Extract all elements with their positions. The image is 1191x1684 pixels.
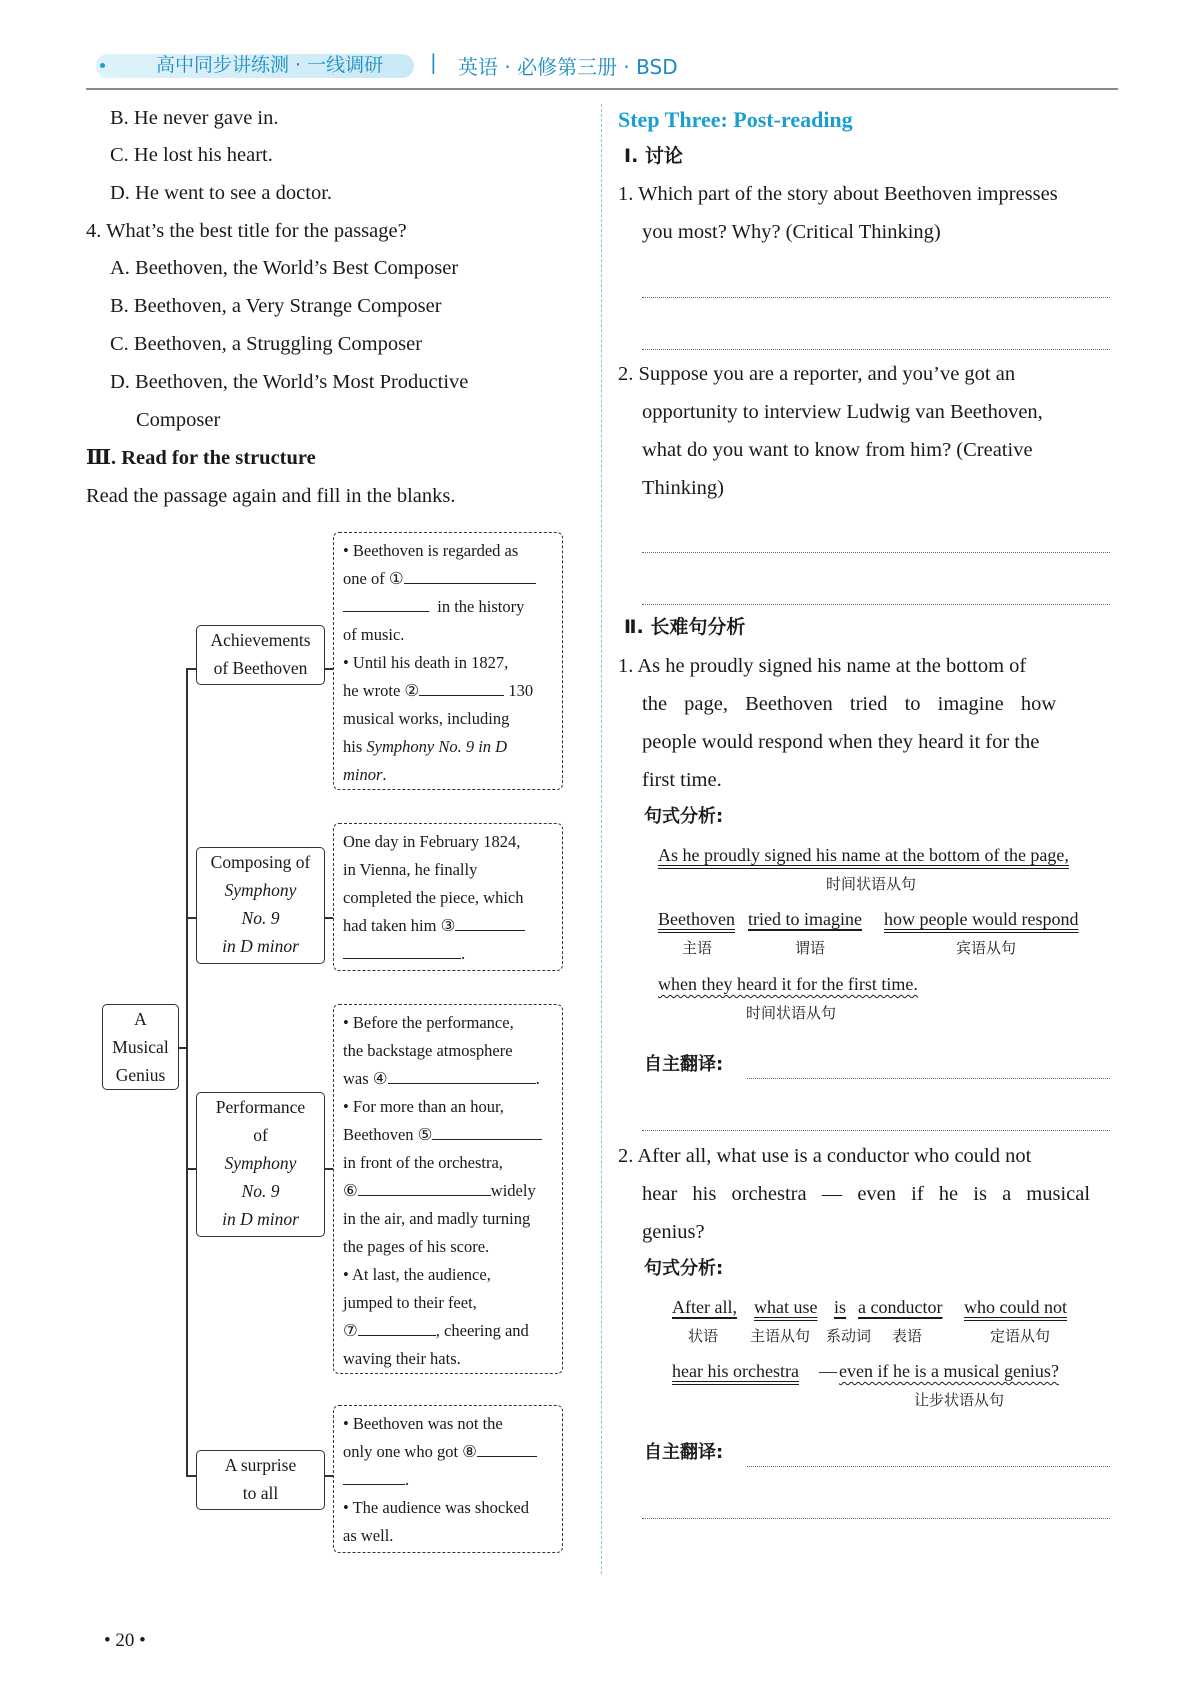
analysis1-tag-time: 时间状语从句 (826, 875, 917, 893)
answer-line[interactable] (642, 297, 1110, 298)
blank-8[interactable] (477, 1438, 537, 1457)
blank-3[interactable] (455, 912, 525, 931)
analysis2-concession-clause: even if he is a musical genius? (839, 1361, 1059, 1381)
branch-achievements: Achievements of Beethoven (196, 625, 325, 685)
analysis2-tag-concession: 让步状语从句 (914, 1391, 1005, 1409)
q4-stem: 4. What’s the best title for the passage? (86, 220, 407, 242)
analysis2-predicative: a conductor (858, 1297, 943, 1317)
discussion-q2-line4: Thinking) (642, 477, 724, 499)
analysis1-time-clause: As he proudly signed his name at the bottom of the page, (658, 845, 1069, 865)
blank-3-cont[interactable] (343, 940, 461, 959)
tree-trunk (186, 668, 188, 1476)
q3-option-b: B. He never gave in. (110, 107, 279, 129)
discussion-q2-line1: 2. Suppose you are a reporter, and you’ve got an (618, 363, 1016, 385)
translate-label-2: 自主翻译: (644, 1442, 724, 1463)
analysis1-predicate: tried to imagine (748, 909, 862, 929)
q4-option-b: B. Beethoven, a Very Strange Composer (110, 295, 442, 317)
sentence2-line3: genius? (642, 1221, 705, 1243)
translation-line[interactable] (747, 1466, 1110, 1467)
q3-option-d: D. He went to see a doctor. (110, 182, 333, 204)
analysis2-adverbial: After all, (672, 1297, 737, 1317)
answer-line[interactable] (642, 349, 1110, 350)
blank-8-cont[interactable] (343, 1466, 405, 1485)
section3-instruction: Read the passage again and fill in the blanks. (86, 485, 456, 507)
analysis1-tag-subject: 主语 (682, 939, 713, 957)
analysis2-subject-clause: what use (754, 1297, 818, 1317)
analysis2-tag-predicative: 表语 (892, 1327, 923, 1345)
blank-4[interactable] (388, 1065, 536, 1084)
q4-option-c: C. Beethoven, a Struggling Composer (110, 333, 423, 355)
fill-box-surprise: • Beethoven was not the only one who got ⑧ . • The audience was shocked as well. (333, 1405, 563, 1553)
branch-connector-4 (186, 1475, 196, 1477)
blank-2[interactable] (419, 677, 504, 696)
translation-line[interactable] (642, 1130, 1110, 1131)
analysis-label-2: 句式分析: (644, 1258, 724, 1279)
analysis2-linking-verb: is (834, 1297, 847, 1317)
q4-option-d-cont: Composer (136, 409, 221, 431)
root-connector (178, 1047, 186, 1049)
discussion-q1-line2: you most? Why? (Critical Thinking) (642, 221, 941, 243)
translation-line[interactable] (642, 1518, 1110, 1519)
analysis2-tag-subject-clause: 主语从句 (750, 1327, 811, 1345)
diagram-root: A Musical Genius (102, 1004, 179, 1090)
discussion-q2-line3: what do you want to know from him? (Creative (642, 439, 1033, 461)
analysis1-tag-time-2: 时间状语从句 (746, 1004, 837, 1022)
header-series: 高中同步讲练测 · 一线调研 (156, 54, 384, 76)
header-separator: | (430, 50, 437, 74)
analysis1-time-clause-2: when they heard it for the first time. (658, 974, 918, 994)
column-divider (601, 104, 602, 1574)
branch-connector-3 (186, 1168, 196, 1170)
blank-1-cont[interactable] (343, 593, 429, 612)
analysis-label-1: 句式分析: (644, 806, 724, 827)
analysis2-tag-adverbial: 状语 (688, 1327, 719, 1345)
analysis2-tag-linking-verb: 系动词 (826, 1327, 872, 1345)
branch-connector-1 (186, 668, 196, 670)
q3-option-c: C. He lost his heart. (110, 144, 273, 166)
branch-performance: Performance of Symphony No. 9 in D minor (196, 1092, 325, 1237)
analysis1-tag-object: 宾语从句 (956, 939, 1017, 957)
q4-option-d: D. Beethoven, the World’s Most Productive (110, 371, 469, 393)
discussion-q2-line2: opportunity to interview Ludwig van Beethoven, (642, 401, 1043, 423)
fill-box-performance: • Before the performance, the backstage atmosphere was ④ . • For more than an hour, Beethoven ⑤ in front of the orchestra, ⑥ widely in the air, and madly turning the pages of his score. • At last, the audience, jumped to their feet, ⑦ , cheering and waving their hats. (333, 1004, 563, 1374)
analysis2-dash: — (819, 1361, 837, 1381)
answer-line[interactable] (642, 552, 1110, 553)
q4-option-a: A. Beethoven, the World’s Best Composer (110, 257, 459, 279)
blank-7[interactable] (358, 1317, 436, 1336)
analysis1-object-clause: how people would respond (884, 909, 1079, 929)
header-rule (86, 88, 1118, 90)
sentence1-line2: the page, Beethoven tried to imagine how (642, 693, 1057, 715)
discussion-q1-line1: 1. Which part of the story about Beethoven impresses (618, 183, 1058, 205)
analysis2-tag-attributive: 定语从句 (990, 1327, 1051, 1345)
analysis2-attributive-clause: who could not (964, 1297, 1067, 1317)
blank-6[interactable] (358, 1177, 491, 1196)
analysis1-tag-predicate: 谓语 (795, 939, 826, 957)
answer-line[interactable] (642, 604, 1110, 605)
sentence2-line2: hear his orchestra — even if he is a musical (642, 1183, 1091, 1205)
translation-line[interactable] (747, 1078, 1110, 1079)
header-dot-icon (100, 63, 105, 68)
section1-title: Ⅰ. 讨论 (624, 145, 683, 167)
sentence1-line1: 1. As he proudly signed his name at the bottom of (618, 655, 1027, 677)
analysis1-subject: Beethoven (658, 909, 735, 929)
blank-5[interactable] (432, 1121, 542, 1140)
branch-connector-2 (186, 917, 196, 919)
section3-title: Ⅲ. Read for the structure (86, 447, 316, 469)
step-three-title: Step Three: Post-reading (618, 107, 853, 132)
section2-title: Ⅱ. 长难句分析 (624, 616, 746, 638)
branch-surprise: A surprise to all (196, 1450, 325, 1510)
fill-box-composing: One day in February 1824, in Vienna, he finally completed the piece, which had taken him ③ . (333, 823, 563, 971)
branch-composing: Composing of Symphony No. 9 in D minor (196, 847, 325, 964)
translate-label-1: 自主翻译: (644, 1054, 724, 1075)
header-book: 英语 · 必修第三册 · BSD (458, 55, 678, 79)
page-number: • 20 • (104, 1630, 146, 1651)
sentence1-line4: first time. (642, 769, 722, 791)
blank-1[interactable] (404, 565, 536, 584)
sentence2-line1: 2. After all, what use is a conductor who could not (618, 1145, 1032, 1167)
fill-box-achievements: • Beethoven is regarded as one of ① in the history of music. • Until his death in 1827, he wrote ② 130 musical works, including his Symphony No. 9 in D minor. (333, 532, 563, 790)
sentence1-line3: people would respond when they heard it for the (642, 731, 1040, 753)
analysis2-clause-cont: hear his orchestra (672, 1361, 799, 1381)
